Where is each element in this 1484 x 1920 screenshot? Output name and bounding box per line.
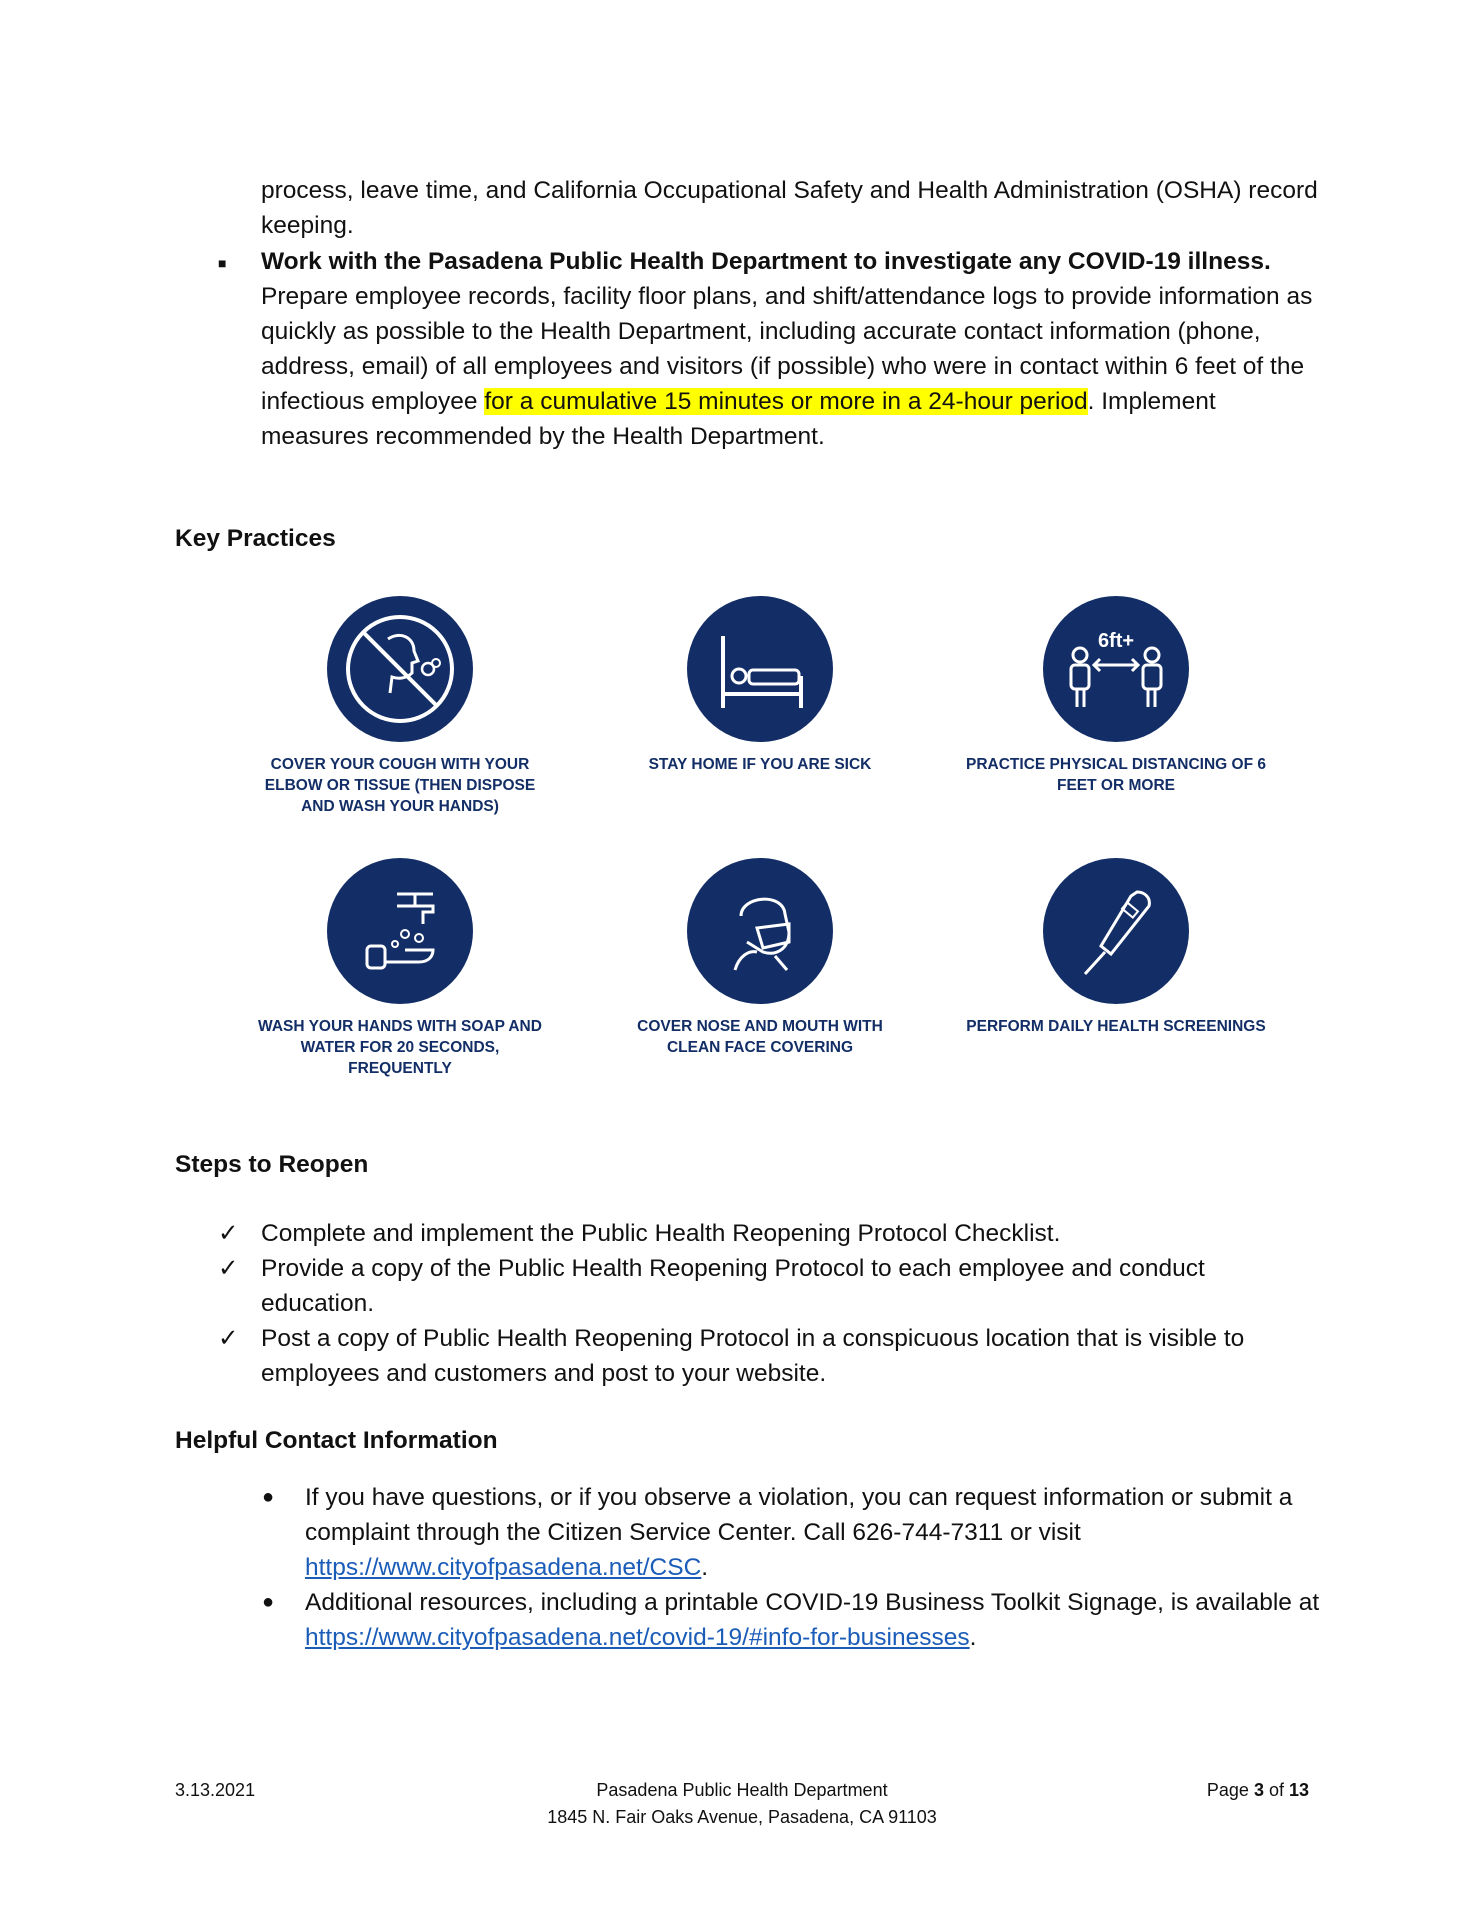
square-bullet-icon: ■ [218, 255, 227, 271]
page-total: 13 [1288, 1780, 1309, 1800]
contact-text-1: If you have questions, or if you observe a violation, you can request information or submit a complaint through the Citizen Service Center. Call 626-744-7311 or visit [305, 1484, 1293, 1546]
page-number [1207, 1777, 1309, 1804]
page-of: of [1263, 1780, 1289, 1800]
key-practices-grid [250, 596, 1266, 1096]
distance-label: 6ft+ [1097, 630, 1135, 652]
csc-link[interactable]: https://www.cityofpasadena.net/CSC [305, 1554, 702, 1581]
practice-label: WASH YOUR HANDS WITH SOAP AND WATER FOR 20 SECONDS, FREQUENTLY [258, 1018, 542, 1077]
practice-label: PRACTICE PHYSICAL DISTANCING OF 6 FEET OR MORE [966, 756, 1266, 794]
bullet-icon: ● [262, 1591, 275, 1613]
contact-list [262, 1480, 1322, 1655]
no-cough-icon [327, 596, 473, 742]
investigate-text-after: . Implement measures recommended by the Health Department. [261, 388, 1216, 450]
footer-date: 3.13.2021 [175, 1780, 256, 1800]
distancing-icon [1043, 596, 1189, 742]
investigate-bold: Work with the Pasadena Public Health Department to investigate any COVID-19 illness. [261, 248, 1271, 275]
handwash-icon [327, 858, 473, 1004]
face-mask-icon [687, 858, 833, 1004]
thermometer-icon [1043, 858, 1189, 1004]
contact-text-2: Additional resources, including a printable COVID-19 Business Toolkit Signage, is available at [305, 1589, 1320, 1616]
footer-address: 1845 N. Fair Oaks Avenue, Pasadena, CA 91103 [547, 1807, 937, 1827]
practice-stay-home [610, 596, 910, 775]
bed-icon [687, 596, 833, 742]
investigate-highlight: for a cumulative 15 minutes or more in a 24-hour period [484, 388, 1088, 415]
practice-label: STAY HOME IF YOU ARE SICK [648, 756, 872, 773]
page-current: 3 [1253, 1780, 1264, 1800]
steps-list [218, 1216, 1318, 1391]
investigate-body [261, 244, 1321, 454]
list-item [218, 1251, 1318, 1321]
covid-business-link[interactable]: https://www.cityofpasadena.net/covid-19/#info-for-businesses [305, 1624, 970, 1651]
practice-cover-cough [250, 596, 550, 817]
list-item [218, 1216, 1318, 1251]
intro-continuation: process, leave time, and California Occupational Safety and Health Administration (OSHA) record keeping. [261, 177, 1318, 239]
page-prefix: Page [1206, 1780, 1254, 1800]
key-practices-heading: Key Practices [175, 525, 336, 552]
checkmark-icon: ✓ [218, 1325, 239, 1352]
checkmark-icon: ✓ [218, 1255, 239, 1282]
list-item [218, 1321, 1318, 1391]
list-item: ● Additional resources, including a printable COVID-19 Business Toolkit Signage, is available at https://www.cityofpasadena.net/covid-19/#info-for-businesses. [262, 1585, 1322, 1655]
practice-face-covering [610, 858, 910, 1058]
contact-heading: Helpful Contact Information [175, 1427, 498, 1454]
step-text: Complete and implement the Public Health Reopening Protocol Checklist. [261, 1220, 1061, 1247]
footer-org: Pasadena Public Health Department [596, 1780, 888, 1800]
step-text: Provide a copy of the Public Health Reopening Protocol to each employee and conduct education. [261, 1255, 1205, 1317]
bullet-icon: ● [262, 1486, 275, 1508]
checkmark-icon: ✓ [218, 1220, 239, 1247]
practice-health-screening [966, 858, 1266, 1037]
practice-label: COVER NOSE AND MOUTH WITH CLEAN FACE COVERING [637, 1018, 883, 1056]
step-text: Post a copy of Public Health Reopening Protocol in a conspicuous location that is visible to employees and customers and post to your website. [261, 1325, 1245, 1387]
investigate-text: Prepare employee records, facility floor plans, and shift/attendance logs to provide information as quickly as possible to the Health Department, including accurate contact information (phone, address, email) of all employees and visitors (if possible) who were in contact within 6 feet of the infectious employee [261, 283, 1313, 415]
practice-label: COVER YOUR COUGH WITH YOUR ELBOW OR TISSUE (THEN DISPOSE AND WASH YOUR HANDS) [264, 756, 536, 815]
practice-wash-hands [250, 858, 550, 1079]
practice-distancing [966, 596, 1266, 796]
steps-heading: Steps to Reopen [175, 1151, 369, 1178]
list-item: ● If you have questions, or if you observe a violation, you can request information or submit a complaint through the Citizen Service Center. Call 626-744-7311 or visit https://www.cityofpasadena.net/CSC. [262, 1480, 1322, 1585]
practice-label: PERFORM DAILY HEALTH SCREENINGS [966, 1018, 1266, 1035]
